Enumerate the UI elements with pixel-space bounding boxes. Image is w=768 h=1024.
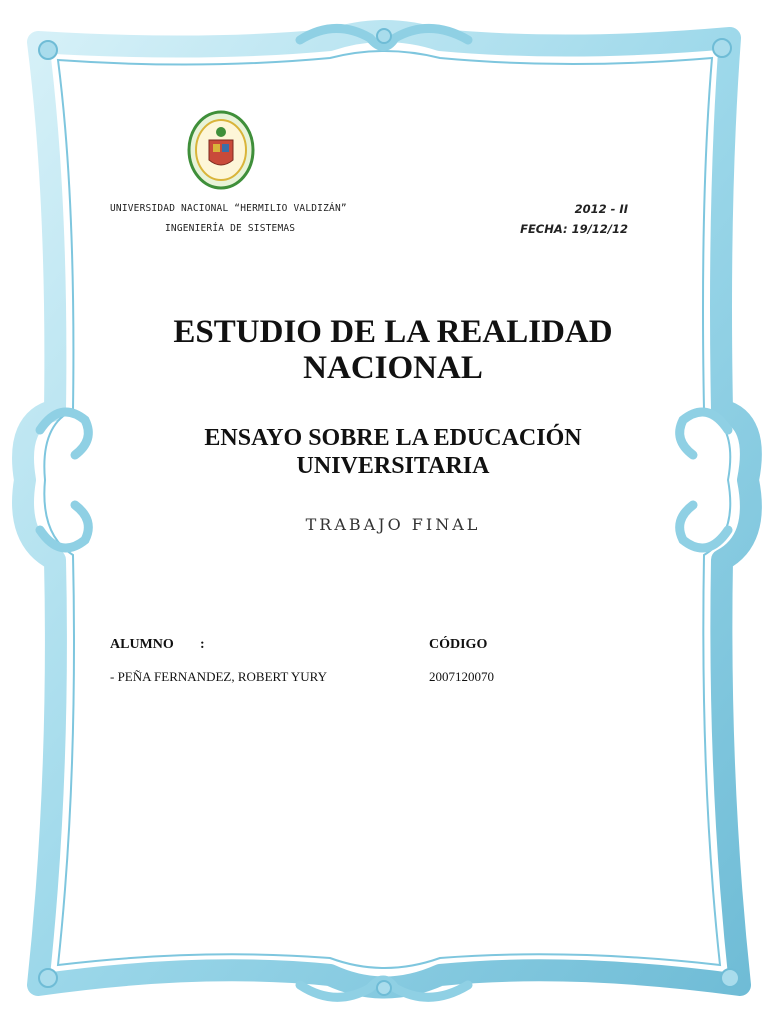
date: FECHA: 19/12/12 [520, 222, 628, 236]
document-title [110, 314, 676, 386]
document-subtitle [110, 424, 676, 480]
term-header [428, 202, 628, 236]
subtitle-line-2: UNIVERSITARIA [296, 453, 490, 479]
career-name: INGENIERÍA DE SISTEMAS [165, 223, 296, 234]
title-line-2: NACIONAL [303, 350, 483, 386]
student-label: ALUMNO [110, 637, 174, 652]
university-name: UNIVERSIDAD NACIONAL “HERMILIO VALDIZÁN” [110, 203, 347, 214]
code-label: CÓDIGO [429, 637, 488, 652]
subtitle-line-1: ENSAYO SOBRE LA EDUCACIÓN [204, 425, 582, 451]
title-line-1: ESTUDIO DE LA REALIDAD [173, 314, 613, 350]
university-seal-icon [187, 110, 255, 190]
document-type: TRABAJO FINAL [305, 515, 481, 534]
semester: 2012 - II [574, 202, 628, 216]
institution-header [110, 203, 410, 234]
student-code: 2007120070 [429, 669, 494, 684]
student-name: - PEÑA FERNANDEZ, ROBERT YURY [110, 669, 327, 684]
student-label-colon: : [200, 637, 205, 652]
